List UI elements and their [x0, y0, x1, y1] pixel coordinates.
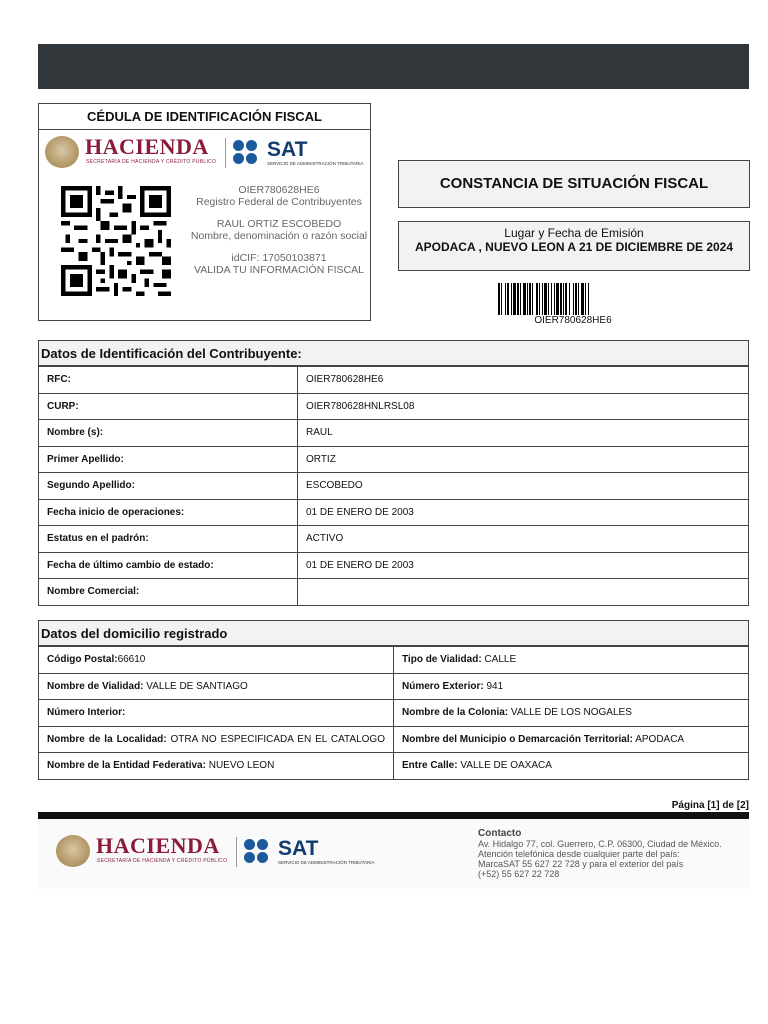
- field-label: Estatus en el padrón:: [39, 526, 298, 553]
- address-cell: [39, 700, 394, 727]
- field-value: [298, 579, 749, 606]
- table-row: [39, 446, 749, 473]
- sat-subtitle: SERVICIO DE ADMINISTRACIÓN TRIBUTARIA: [267, 161, 364, 166]
- identification-table: [38, 366, 749, 606]
- cedula-rfc-caption: Registro Federal de Contribuyentes: [196, 196, 362, 208]
- address-value: VALLE DE LOS NOGALES: [508, 707, 632, 719]
- footer-divider: [38, 812, 749, 819]
- hacienda-subtitle: SECRETARÍA DE HACIENDA Y CRÉDITO PÚBLICO: [86, 159, 217, 165]
- identification-section-title: Datos de Identificación del Contribuyente:: [38, 340, 749, 366]
- address-label: Entre Calle:: [402, 760, 458, 772]
- address-label: Código Postal:: [47, 654, 118, 666]
- sat-logo-text: SAT: [267, 138, 308, 161]
- table-row: [39, 673, 749, 700]
- barcode-icon: [498, 283, 648, 315]
- address-label: Nombre de Vialidad:: [47, 680, 144, 692]
- document-title: CONSTANCIA DE SITUACIÓN FISCAL: [398, 160, 750, 208]
- footer-hacienda-subtitle: SECRETARÍA DE HACIENDA Y CRÉDITO PÚBLICO: [97, 858, 228, 864]
- address-value: VALLE DE SANTIAGO: [143, 680, 248, 692]
- field-label: RFC:: [39, 367, 298, 394]
- address-cell: [394, 700, 749, 727]
- field-value: ESCOBEDO: [298, 473, 749, 500]
- address-label: Nombre de la Localidad:: [47, 733, 167, 745]
- cedula-card: [38, 103, 371, 321]
- field-value: RAUL: [298, 420, 749, 447]
- field-label: Primer Apellido:: [39, 446, 298, 473]
- address-value: CALLE: [481, 654, 517, 666]
- field-label: Nombre (s):: [39, 420, 298, 447]
- address-cell: [39, 673, 394, 700]
- contact-line-2: Atención telefónica desde cualquier parte del país:: [478, 849, 680, 859]
- top-banner: [38, 44, 749, 89]
- cedula-rfc: OIER780628HE6: [238, 184, 320, 196]
- contact-block: [478, 829, 758, 879]
- table-row: [39, 726, 749, 753]
- cedula-idcif: idCIF: 17050103871: [231, 252, 327, 264]
- hacienda-logo-text: HACIENDA: [85, 134, 209, 159]
- table-row: [39, 526, 749, 553]
- footer-sat-logo-text: SAT: [278, 837, 319, 860]
- address-cell: [394, 647, 749, 674]
- contact-title: Contacto: [478, 828, 522, 839]
- address-label: Nombre de la Entidad Federativa:: [47, 760, 206, 772]
- table-row: [39, 473, 749, 500]
- field-label: Fecha inicio de operaciones:: [39, 499, 298, 526]
- table-row: [39, 420, 749, 447]
- address-value: VALLE DE OAXACA: [457, 760, 552, 772]
- address-label: Nombre del Municipio o Demarcación Territorial:: [402, 733, 633, 745]
- hacienda-seal-icon: [45, 136, 79, 168]
- field-value: OIER780628HE6: [298, 367, 749, 394]
- barcode-text: OIER780628HE6: [534, 315, 612, 326]
- cedula-name: RAUL ORTIZ ESCOBEDO: [216, 218, 342, 230]
- address-value: 66610: [117, 654, 146, 666]
- sat-dots-icon: [233, 140, 261, 164]
- page-indicator: Página [1] de [2]: [671, 800, 749, 811]
- cedula-header: CÉDULA DE IDENTIFICACIÓN FISCAL: [39, 104, 370, 130]
- table-row: [39, 753, 749, 780]
- address-value: OTRA NO ESPECIFICADA EN EL CATALOGO: [166, 733, 385, 745]
- cedula-validate-link[interactable]: VALIDA TU INFORMACIÓN FISCAL: [194, 264, 364, 276]
- address-value: NUEVO LEON: [205, 760, 275, 772]
- address-section-title: Datos del domicilio registrado: [38, 620, 749, 646]
- address-cell: [394, 753, 749, 780]
- table-row: [39, 647, 749, 674]
- footer-hacienda-seal-icon: [56, 835, 90, 867]
- cedula-info: [189, 184, 369, 276]
- address-table: [38, 646, 749, 780]
- contact-line-4: (+52) 55 627 22 728: [478, 869, 560, 879]
- address-label: Tipo de Vialidad:: [402, 654, 482, 666]
- footer: [38, 819, 749, 889]
- table-row: [39, 367, 749, 394]
- logo-divider: [225, 138, 226, 168]
- field-label: CURP:: [39, 393, 298, 420]
- field-value: ORTIZ: [298, 446, 749, 473]
- table-row: [39, 499, 749, 526]
- contact-address: Av. Hidalgo 77, col. Guerrero, C.P. 06300, Ciudad de México.: [478, 839, 722, 849]
- table-row: [39, 700, 749, 727]
- contact-line-3: MarcaSAT 55 627 22 728 y para el exterior del país: [478, 859, 684, 869]
- field-value: 01 DE ENERO DE 2003: [298, 552, 749, 579]
- logos-row: [45, 136, 370, 172]
- table-row: [39, 552, 749, 579]
- emission-value: APODACA , NUEVO LEON A 21 DE DICIEMBRE DE 2024: [414, 240, 734, 254]
- field-value: OIER780628HNLRSL08: [298, 393, 749, 420]
- emission-label: Lugar y Fecha de Emisión: [504, 226, 644, 240]
- table-row: [39, 393, 749, 420]
- address-value: 941: [483, 680, 504, 692]
- field-label: Nombre Comercial:: [39, 579, 298, 606]
- footer-logos: [56, 835, 386, 871]
- field-label: Fecha de último cambio de estado:: [39, 552, 298, 579]
- address-cell: [394, 726, 749, 753]
- field-label: Segundo Apellido:: [39, 473, 298, 500]
- address-label: Número Exterior:: [402, 680, 484, 692]
- cedula-name-caption: Nombre, denominación o razón social: [190, 230, 368, 242]
- address-cell: [39, 647, 394, 674]
- footer-sat-dots-icon: [244, 839, 272, 863]
- field-value: ACTIVO: [298, 526, 749, 553]
- field-value: 01 DE ENERO DE 2003: [298, 499, 749, 526]
- address-label: Nombre de la Colonia:: [402, 707, 509, 719]
- address-value: APODACA: [632, 733, 685, 745]
- qr-code-icon: [61, 186, 171, 296]
- footer-hacienda-logo-text: HACIENDA: [96, 833, 220, 858]
- footer-logo-divider: [236, 837, 237, 867]
- address-label: Número Interior:: [47, 707, 126, 719]
- emission-box: [398, 221, 750, 271]
- footer-sat-subtitle: SERVICIO DE ADMINISTRACIÓN TRIBUTARIA: [278, 860, 375, 865]
- address-cell: [39, 726, 394, 753]
- table-row: [39, 579, 749, 606]
- address-cell: [39, 753, 394, 780]
- address-cell: [394, 673, 749, 700]
